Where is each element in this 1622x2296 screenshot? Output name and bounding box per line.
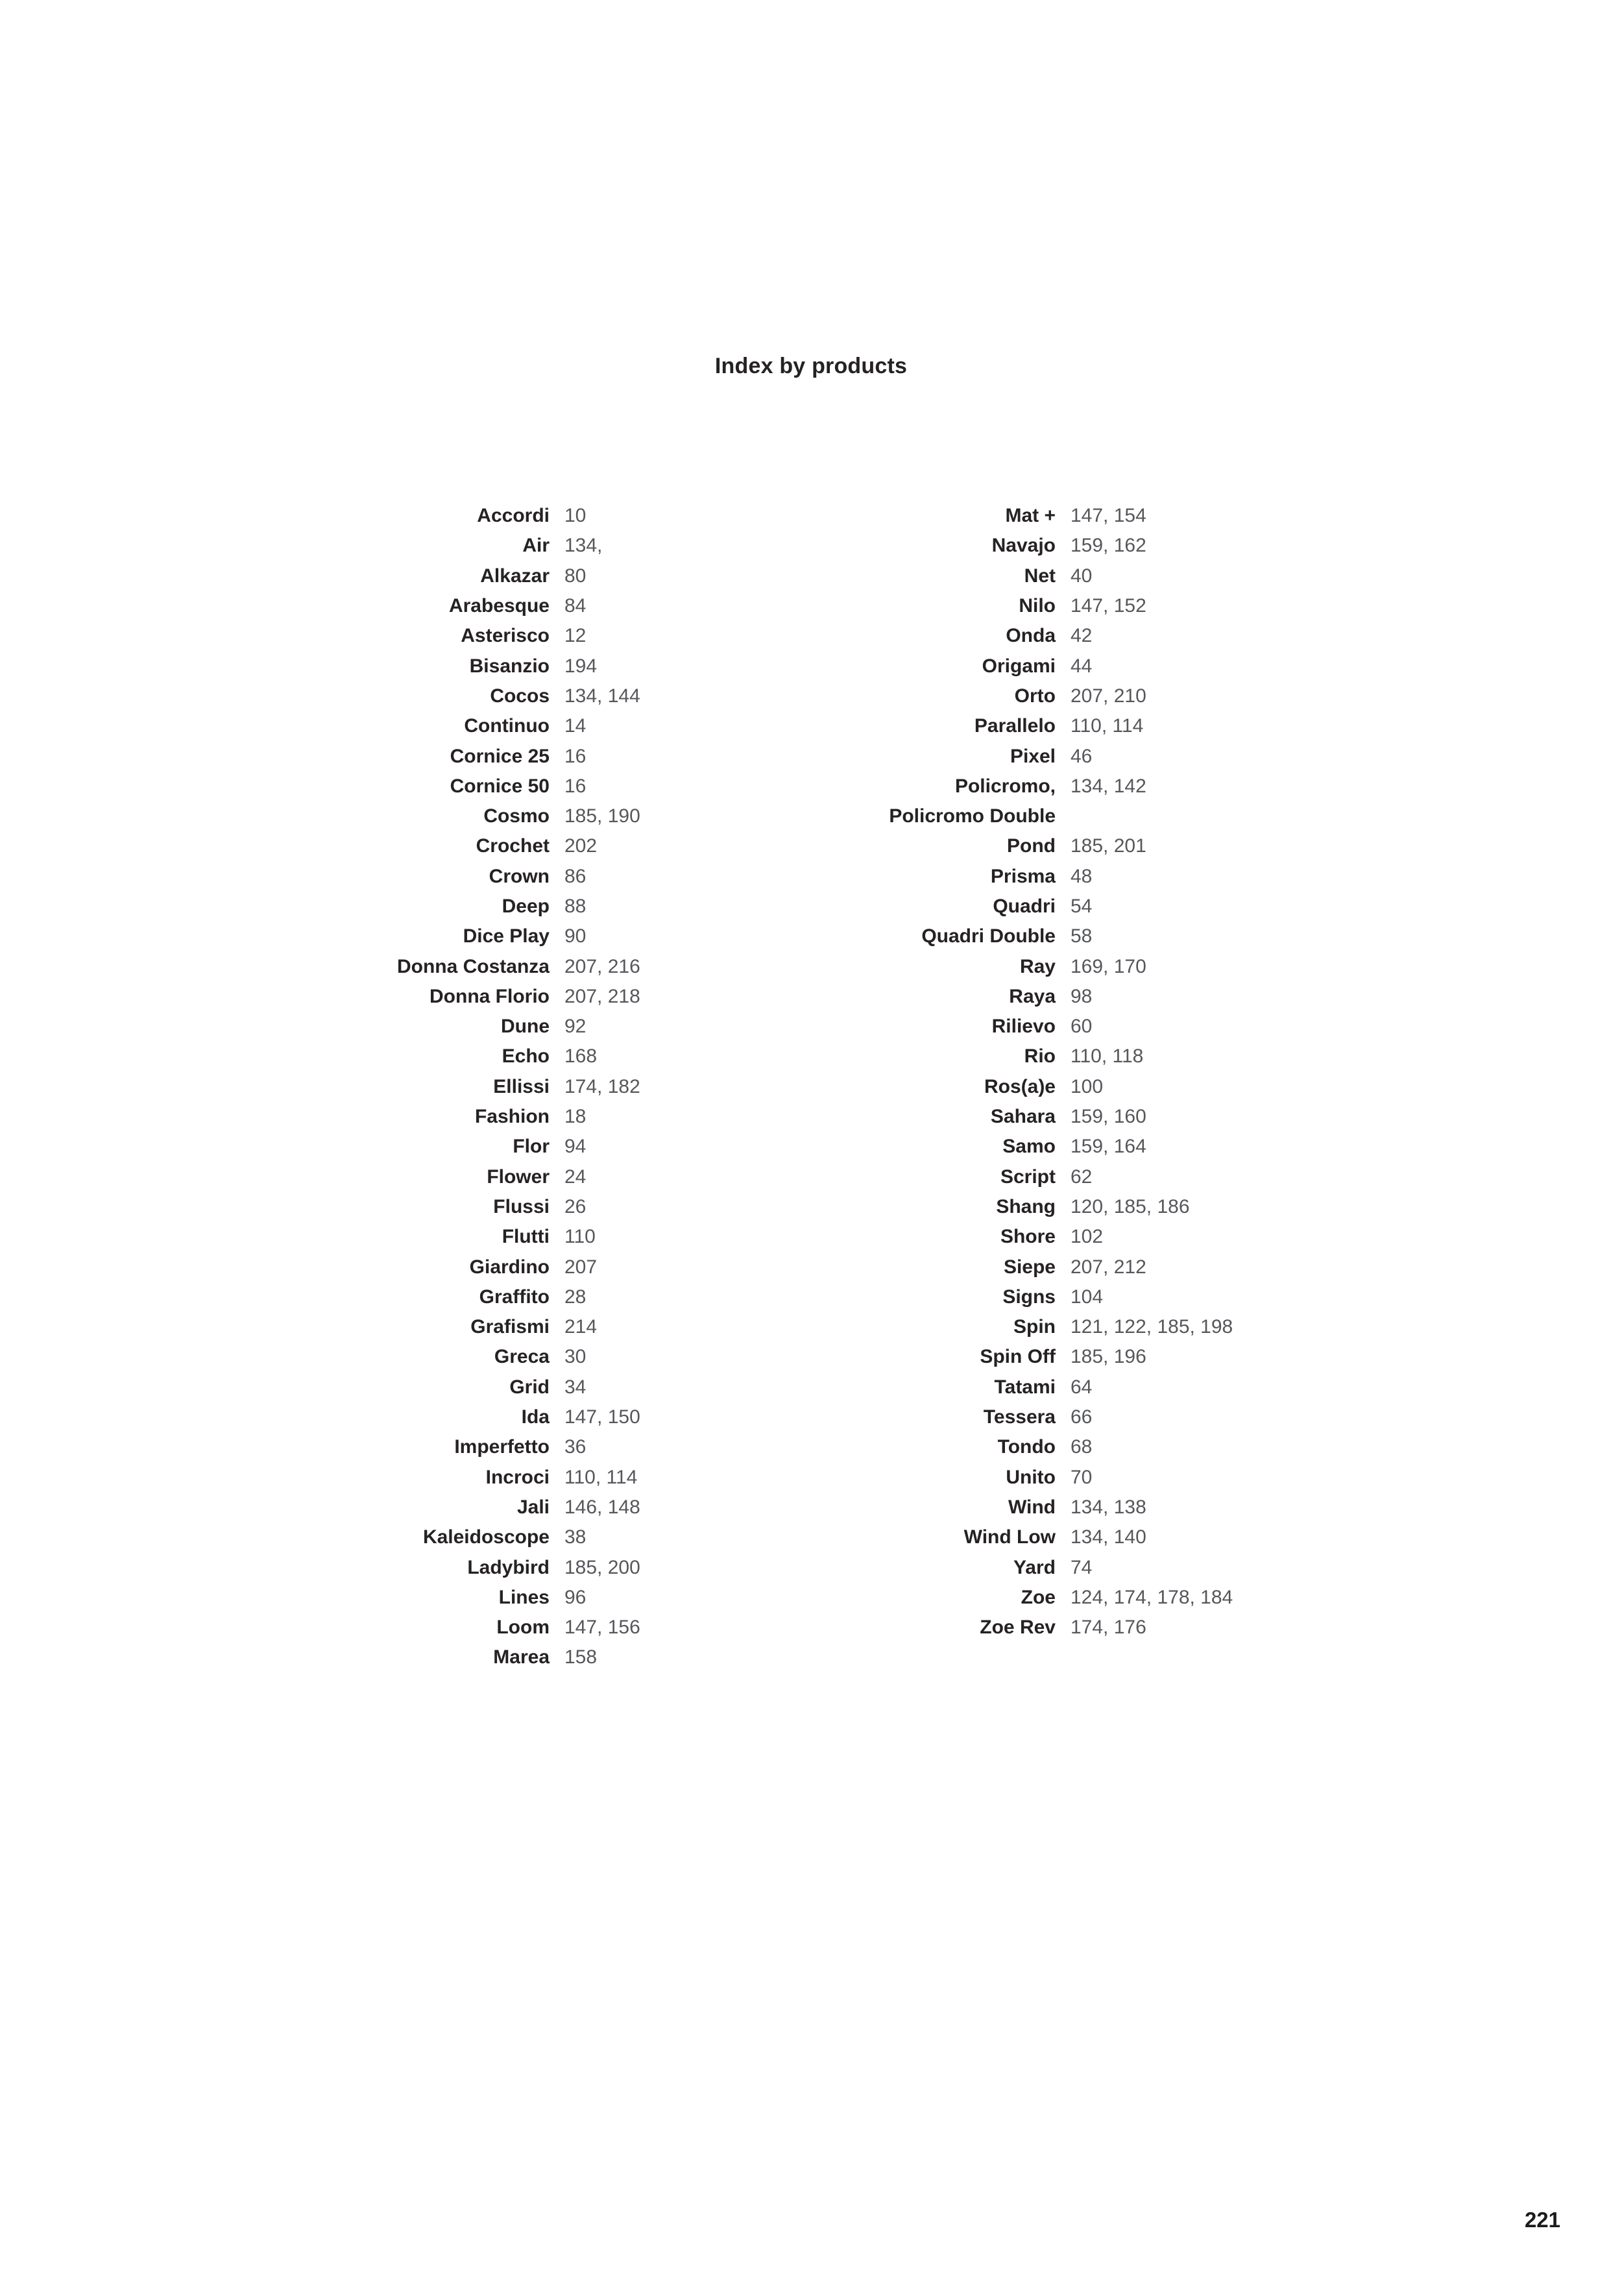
product-name: Graffito (479, 1286, 550, 1308)
product-name: Jali (516, 1496, 550, 1518)
product-name: Cosmo (483, 805, 550, 827)
product-name: Pixel (1010, 745, 1056, 767)
product-name: Echo (502, 1045, 550, 1068)
index-entry (634, 531, 1233, 561)
index-entry (634, 561, 1233, 591)
product-name: Spin (1013, 1316, 1056, 1338)
product-name: Flor (513, 1136, 550, 1158)
index-entry (634, 651, 1233, 681)
product-name: Crown (489, 865, 550, 887)
index-entry (634, 892, 1233, 922)
page-refs: 46 (1071, 745, 1093, 767)
page-refs: 14 (564, 715, 587, 737)
page-refs: 38 (564, 1526, 587, 1548)
index-entry (634, 741, 1233, 771)
index-entry (634, 831, 1233, 861)
index-entry (128, 862, 640, 892)
index-entry (634, 1552, 1233, 1582)
index-entry (128, 1132, 640, 1162)
product-name: Policromo Double (889, 805, 1056, 827)
product-name: Deep (502, 896, 550, 917)
page-refs: 110, 114 (564, 1466, 638, 1488)
index-entry (634, 862, 1233, 892)
index-entry (128, 1102, 640, 1132)
index-entry (128, 1342, 640, 1372)
index-entry (128, 561, 640, 591)
product-name: Spin Off (980, 1346, 1056, 1368)
product-name: Navajo (991, 535, 1056, 557)
index-entry (128, 1252, 640, 1282)
index-entry (634, 922, 1233, 951)
page-refs: 26 (564, 1195, 587, 1217)
product-name: Crochet (476, 835, 550, 857)
product-name: Sahara (990, 1106, 1056, 1128)
product-name: Onda (1006, 625, 1056, 647)
product-name: Air (522, 535, 550, 557)
product-name: Flower (487, 1166, 550, 1188)
product-name: Kaleidoscope (422, 1526, 550, 1548)
page-refs: 16 (564, 775, 587, 797)
index-entry (128, 1643, 640, 1672)
index-entry (128, 831, 640, 861)
product-name: Zoe Rev (980, 1617, 1056, 1639)
product-name: Donna Costanza (396, 955, 550, 977)
page-refs: 110, 118 (1071, 1045, 1144, 1068)
index-entry (128, 1192, 640, 1222)
product-name: Cornice 50 (450, 775, 550, 797)
index-entry (128, 1312, 640, 1342)
page-refs: 185, 190 (564, 805, 640, 827)
page-refs: 207, 218 (564, 985, 640, 1007)
page-refs: 159, 162 (1071, 535, 1146, 557)
product-name: Greca (494, 1346, 550, 1368)
product-name: Origami (982, 655, 1056, 677)
index-entry (634, 1132, 1233, 1162)
index-entry (634, 772, 1233, 801)
page-refs: 60 (1071, 1016, 1093, 1038)
product-name: Alkazar (480, 565, 550, 587)
page-refs: 185, 200 (564, 1556, 640, 1578)
product-name: Marea (493, 1646, 550, 1668)
index-entry (128, 501, 640, 531)
index-entry (634, 1102, 1233, 1132)
index-entry (634, 1432, 1233, 1462)
index-entry (128, 772, 640, 801)
page-refs: 174, 176 (1071, 1617, 1146, 1639)
index-entry (634, 1493, 1233, 1522)
index-entry (634, 951, 1233, 981)
index-entry (634, 1312, 1233, 1342)
product-name: Asterisco (461, 625, 550, 647)
page-refs: 185, 201 (1071, 835, 1146, 857)
index-entry (634, 982, 1233, 1012)
product-name: Ida (521, 1406, 550, 1428)
index-entry (634, 1613, 1233, 1643)
product-name: Mat + (1005, 505, 1056, 527)
index-column-right (634, 501, 1233, 1643)
page-refs: 70 (1071, 1466, 1093, 1488)
page-refs: 84 (564, 595, 587, 617)
product-name: Fashion (474, 1106, 550, 1128)
page-refs: 74 (1071, 1556, 1093, 1578)
product-name: Ladybird (467, 1556, 550, 1578)
index-entry (634, 1042, 1233, 1071)
product-name: Orto (1014, 685, 1056, 707)
product-name: Ray (1019, 955, 1056, 977)
product-name: Donna Florio (430, 985, 550, 1007)
product-name: Unito (1006, 1466, 1056, 1488)
index-entry (634, 1522, 1233, 1552)
product-name: Yard (1013, 1556, 1056, 1578)
product-name: Raya (1009, 985, 1056, 1007)
page-refs: 10 (564, 505, 587, 527)
product-name: Accordi (477, 505, 550, 527)
index-entry (128, 1012, 640, 1042)
page-refs: 66 (1071, 1406, 1093, 1428)
page-refs: 28 (564, 1286, 587, 1308)
index-entry (128, 982, 640, 1012)
product-name: Giardino (469, 1256, 550, 1278)
index-entry (128, 892, 640, 922)
page-refs: 207, 210 (1071, 685, 1146, 707)
page-refs: 68 (1071, 1436, 1093, 1458)
page-refs: 36 (564, 1436, 587, 1458)
page-refs: 134, (564, 535, 603, 557)
page-refs: 100 (1071, 1075, 1104, 1097)
page-refs: 90 (564, 925, 587, 947)
index-entry (128, 651, 640, 681)
page-refs: 102 (1071, 1226, 1104, 1248)
page-refs: 86 (564, 865, 587, 887)
index-entry (128, 1522, 640, 1552)
product-name: Ros(a)e (984, 1075, 1056, 1097)
index-entry (634, 591, 1233, 621)
page-refs: 159, 164 (1071, 1136, 1146, 1158)
page-refs: 96 (564, 1586, 587, 1608)
page-refs: 146, 148 (564, 1496, 640, 1518)
page-refs: 110 (564, 1226, 596, 1248)
index-entry (634, 1373, 1233, 1402)
index-entry (634, 1252, 1233, 1282)
index-entry (634, 1583, 1233, 1613)
index-entry (128, 1432, 640, 1462)
page-refs: 94 (564, 1136, 587, 1158)
index-entry (128, 1282, 640, 1312)
product-name: Cocos (490, 685, 550, 707)
index-entry (634, 1222, 1233, 1252)
index-entry (634, 1463, 1233, 1493)
index-entry (128, 1613, 640, 1643)
page-refs: 120, 185, 186 (1071, 1195, 1190, 1217)
index-entry (634, 681, 1233, 711)
index-entry (634, 1162, 1233, 1192)
index-entry (634, 801, 1233, 831)
product-name: Cornice 25 (450, 745, 550, 767)
index-entry (128, 1583, 640, 1613)
product-name: Imperfetto (454, 1436, 550, 1458)
index-entry (128, 922, 640, 951)
product-name: Policromo, (954, 775, 1056, 797)
product-name: Lines (498, 1586, 550, 1608)
page-refs: 104 (1071, 1286, 1104, 1308)
index-entry (128, 1042, 640, 1071)
page-refs: 24 (564, 1166, 587, 1188)
product-name: Shore (1000, 1226, 1056, 1248)
page-refs: 134, 142 (1071, 775, 1146, 797)
page-refs: 185, 196 (1071, 1346, 1146, 1368)
index-entry (128, 1162, 640, 1192)
product-name: Ellissi (493, 1075, 550, 1097)
product-name: Tondo (997, 1436, 1056, 1458)
page-refs: 159, 160 (1071, 1106, 1146, 1128)
index-entry (128, 1402, 640, 1432)
page-refs: 168 (564, 1045, 598, 1068)
index-entry (128, 1552, 640, 1582)
index-entry (128, 1493, 640, 1522)
product-name: Quadri Double (921, 925, 1056, 947)
product-name: Rilievo (991, 1016, 1056, 1038)
product-name: Arabesque (448, 595, 550, 617)
index-entry (128, 1222, 640, 1252)
product-name: Parallelo (974, 715, 1056, 737)
product-name: Loom (496, 1617, 550, 1639)
product-name: Dice Play (463, 925, 550, 947)
product-name: Wind (1008, 1496, 1056, 1518)
page-title: Index by products (714, 354, 908, 378)
page-refs: 40 (1071, 565, 1093, 587)
page-refs: 194 (564, 655, 598, 677)
index-entry (634, 621, 1233, 651)
page-refs: 62 (1071, 1166, 1093, 1188)
index-entry (634, 1072, 1233, 1102)
product-name: Script (1000, 1166, 1056, 1188)
product-name: Tatami (994, 1376, 1056, 1398)
index-entry (128, 1072, 640, 1102)
page-refs: 134, 138 (1071, 1496, 1146, 1518)
index-entry (634, 1402, 1233, 1432)
page-refs: 134, 140 (1071, 1526, 1146, 1548)
index-entry (128, 801, 640, 831)
product-name: Bisanzio (469, 655, 550, 677)
page-refs: 44 (1071, 655, 1093, 677)
product-name: Tessera (983, 1406, 1056, 1428)
page-refs: 18 (564, 1106, 587, 1128)
page-refs: 147, 156 (564, 1617, 640, 1639)
page-refs: 158 (564, 1646, 598, 1668)
index-entry (634, 501, 1233, 531)
product-name: Incroci (485, 1466, 550, 1488)
page-refs: 207 (564, 1256, 598, 1278)
index-entry (128, 681, 640, 711)
product-name: Continuo (464, 715, 550, 737)
page-refs: 121, 122, 185, 198 (1071, 1316, 1233, 1338)
page-refs: 30 (564, 1346, 587, 1368)
page-refs: 88 (564, 896, 587, 917)
product-name: Flussi (493, 1195, 550, 1217)
page-refs: 134, 144 (564, 685, 640, 707)
page-refs: 16 (564, 745, 587, 767)
page-refs: 12 (564, 625, 587, 647)
index-entry (128, 711, 640, 741)
product-name: Flutti (502, 1226, 550, 1248)
page-refs: 174, 182 (564, 1075, 640, 1097)
page-refs: 124, 174, 178, 184 (1071, 1586, 1233, 1608)
product-name: Quadri (993, 896, 1056, 917)
product-name: Dune (501, 1016, 550, 1038)
index-entry (634, 1192, 1233, 1222)
product-name: Net (1024, 565, 1056, 587)
product-name: Prisma (990, 865, 1056, 887)
index-entry (128, 1373, 640, 1402)
product-name: Pond (1007, 835, 1056, 857)
page-refs: 202 (564, 835, 598, 857)
page-refs: 42 (1071, 625, 1093, 647)
product-name: Signs (1002, 1286, 1056, 1308)
index-entry (634, 1012, 1233, 1042)
page-refs: 98 (1071, 985, 1093, 1007)
page-refs: 64 (1071, 1376, 1093, 1398)
product-name: Siepe (1003, 1256, 1056, 1278)
index-entry (128, 531, 640, 561)
page-refs: 207, 216 (564, 955, 640, 977)
page-refs: 110, 114 (1071, 715, 1144, 737)
product-name: Rio (1024, 1045, 1056, 1068)
page-refs: 214 (564, 1316, 598, 1338)
index-entry (634, 711, 1233, 741)
page-refs: 92 (564, 1016, 587, 1038)
product-name: Zoe (1021, 1586, 1056, 1608)
page-refs: 80 (564, 565, 587, 587)
page-refs: 147, 150 (564, 1406, 640, 1428)
product-name: Grid (509, 1376, 550, 1398)
index-column-left (128, 501, 640, 1673)
index-entry (128, 621, 640, 651)
page-refs: 147, 152 (1071, 595, 1146, 617)
index-entry (128, 1463, 640, 1493)
product-name: Wind Low (963, 1526, 1056, 1548)
index-entry (634, 1342, 1233, 1372)
page-refs: 48 (1071, 865, 1093, 887)
page-refs: 58 (1071, 925, 1093, 947)
page-refs: 169, 170 (1071, 955, 1146, 977)
page-refs: 54 (1071, 896, 1093, 917)
index-entry (634, 1282, 1233, 1312)
product-name: Nilo (1019, 595, 1056, 617)
product-name: Grafismi (470, 1316, 550, 1338)
page-refs: 34 (564, 1376, 587, 1398)
page-number: 221 (1524, 2208, 1560, 2232)
index-entry (128, 951, 640, 981)
page-refs: 147, 154 (1071, 505, 1146, 527)
product-name: Shang (996, 1195, 1056, 1217)
index-entry (128, 591, 640, 621)
index-entry (128, 741, 640, 771)
page-refs: 207, 212 (1071, 1256, 1146, 1278)
product-name: Samo (1002, 1136, 1056, 1158)
